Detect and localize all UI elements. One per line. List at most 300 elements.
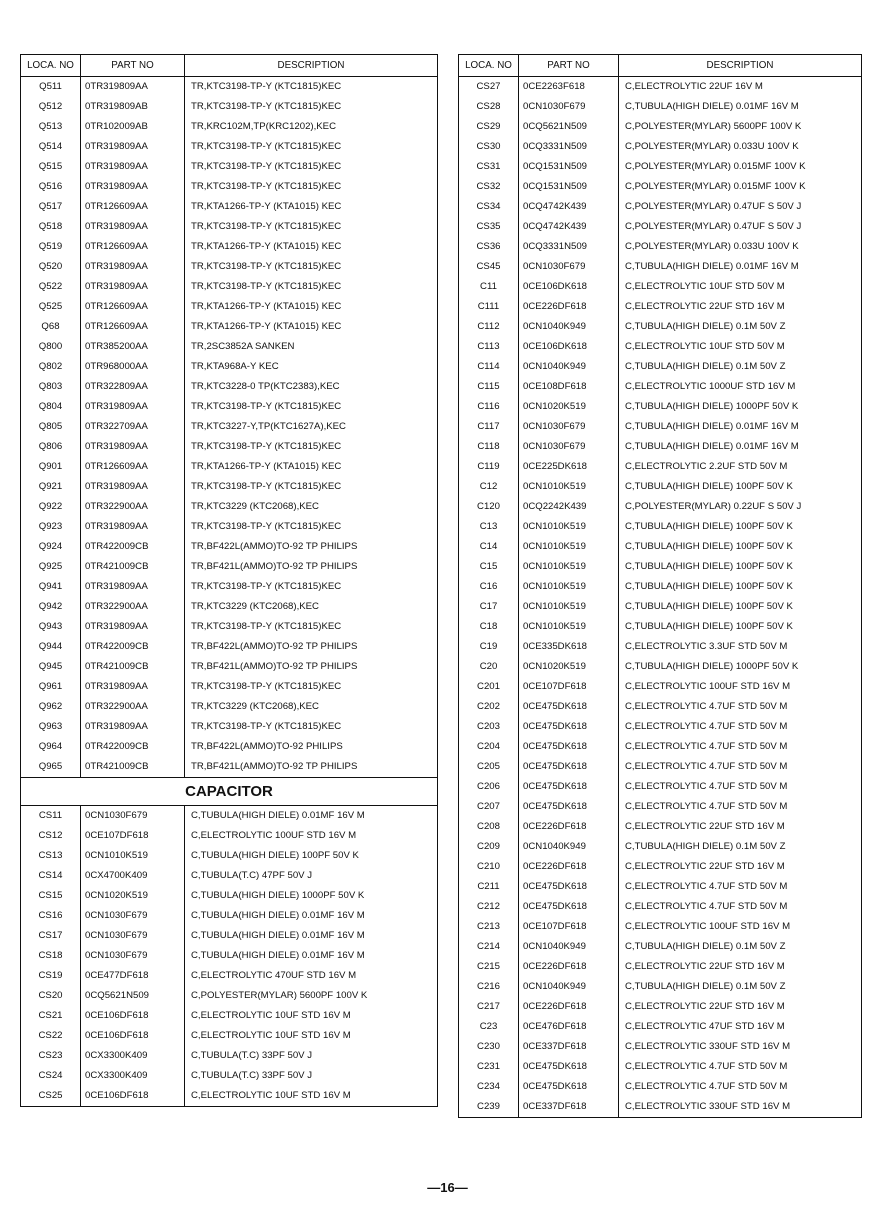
loca-no-cell: C216 (459, 977, 519, 997)
table-row (459, 937, 862, 957)
description-cell: C,POLYESTER(MYLAR) 5600PF 100V K (619, 117, 862, 137)
loca-no-cell: C118 (459, 437, 519, 457)
loca-no-cell: Q800 (21, 337, 81, 357)
table-row (21, 117, 438, 137)
loca-no-cell: C208 (459, 817, 519, 837)
table-row (459, 457, 862, 477)
loca-no-cell: Q68 (21, 317, 81, 337)
loca-no-cell: CS24 (21, 1066, 81, 1086)
description-cell: C,ELECTROLYTIC 470UF STD 16V M (185, 966, 438, 986)
table-row (459, 817, 862, 837)
loca-no-cell: Q520 (21, 257, 81, 277)
loca-no-cell: Q922 (21, 497, 81, 517)
table-row (21, 177, 438, 197)
loca-no-cell: C214 (459, 937, 519, 957)
table-row (21, 1086, 438, 1107)
part-no-cell: 0CQ3331N509 (519, 237, 619, 257)
loca-no-cell: CS19 (21, 966, 81, 986)
part-no-cell: 0TR322900AA (81, 697, 185, 717)
part-no-cell: 0CE475DK618 (519, 1057, 619, 1077)
loca-no-cell: C114 (459, 357, 519, 377)
table-row (459, 397, 862, 417)
description-cell: C,ELECTROLYTIC 4.7UF STD 50V M (619, 897, 862, 917)
part-no-cell: 0TR422009CB (81, 637, 185, 657)
part-no-cell: 0TR319809AA (81, 517, 185, 537)
table-row (21, 277, 438, 297)
part-no-cell: 0CE475DK618 (519, 697, 619, 717)
description-cell: C,ELECTROLYTIC 330UF STD 16V M (619, 1037, 862, 1057)
table-row (459, 877, 862, 897)
part-no-cell: 0CE226DF618 (519, 957, 619, 977)
part-no-cell: 0CE226DF618 (519, 297, 619, 317)
loca-no-cell: Q945 (21, 657, 81, 677)
part-no-cell: 0CE107DF618 (81, 826, 185, 846)
loca-no-cell: CS34 (459, 197, 519, 217)
table-row (21, 1026, 438, 1046)
part-no-cell: 0TR319809AA (81, 137, 185, 157)
table-row (21, 337, 438, 357)
table-row (459, 117, 862, 137)
part-no-cell: 0TR322900AA (81, 597, 185, 617)
part-no-cell: 0TR319809AA (81, 257, 185, 277)
part-no-cell: 0CE226DF618 (519, 997, 619, 1017)
description-cell: C,ELECTROLYTIC 10UF STD 16V M (185, 1006, 438, 1026)
table-row (459, 1097, 862, 1118)
table-row (21, 237, 438, 257)
loca-no-cell: Q943 (21, 617, 81, 637)
part-no-cell: 0TR126609AA (81, 197, 185, 217)
part-no-cell: 0CE106DF618 (81, 1026, 185, 1046)
left-parts-table (20, 54, 438, 1107)
loca-no-cell: C17 (459, 597, 519, 617)
loca-no-cell: CS29 (459, 117, 519, 137)
loca-no-cell: CS15 (21, 886, 81, 906)
header-description: DESCRIPTION (619, 55, 862, 77)
loca-no-cell: CS13 (21, 846, 81, 866)
table-row (459, 637, 862, 657)
table-row (459, 837, 862, 857)
loca-no-cell: CS16 (21, 906, 81, 926)
table-row (21, 757, 438, 778)
loca-no-cell: C119 (459, 457, 519, 477)
loca-no-cell: C239 (459, 1097, 519, 1118)
description-cell: TR,KTA968A-Y KEC (185, 357, 438, 377)
description-cell: TR,KTC3198-TP-Y (KTC1815)KEC (185, 257, 438, 277)
part-no-cell: 0TR126609AA (81, 237, 185, 257)
table-row (459, 217, 862, 237)
table-row (459, 597, 862, 617)
description-cell: C,ELECTROLYTIC 22UF STD 16V M (619, 857, 862, 877)
description-cell: C,TUBULA(T.C) 33PF 50V J (185, 1066, 438, 1086)
loca-no-cell: Q964 (21, 737, 81, 757)
table-row (459, 417, 862, 437)
table-row (21, 826, 438, 846)
description-cell: C,TUBULA(HIGH DIELE) 0.1M 50V Z (619, 837, 862, 857)
table-row (21, 1006, 438, 1026)
table-row (21, 197, 438, 217)
part-no-cell: 0CE476DF618 (519, 1017, 619, 1037)
table-row (21, 806, 438, 827)
part-no-cell: 0TR322900AA (81, 497, 185, 517)
table-row (21, 497, 438, 517)
loca-no-cell: C231 (459, 1057, 519, 1077)
description-cell: C,TUBULA(T.C) 47PF 50V J (185, 866, 438, 886)
part-no-cell: 0CN1030F679 (81, 906, 185, 926)
description-cell: TR,KTA1266-TP-Y (KTA1015) KEC (185, 317, 438, 337)
part-no-cell: 0TR422009CB (81, 537, 185, 557)
table-row (459, 297, 862, 317)
part-no-cell: 0TR319809AA (81, 157, 185, 177)
table-row (459, 897, 862, 917)
loca-no-cell: Q963 (21, 717, 81, 737)
loca-no-cell: C201 (459, 677, 519, 697)
part-no-cell: 0TR319809AA (81, 217, 185, 237)
part-no-cell: 0CE106DF618 (81, 1086, 185, 1107)
table-row (21, 537, 438, 557)
loca-no-cell: Q517 (21, 197, 81, 217)
part-no-cell: 0CN1010K519 (519, 617, 619, 637)
loca-no-cell: C115 (459, 377, 519, 397)
description-cell: TR,KTC3227-Y,TP(KTC1627A),KEC (185, 417, 438, 437)
loca-no-cell: Q522 (21, 277, 81, 297)
loca-no-cell: Q924 (21, 537, 81, 557)
loca-no-cell: Q942 (21, 597, 81, 617)
table-row (21, 717, 438, 737)
table-row (459, 997, 862, 1017)
loca-no-cell: CS20 (21, 986, 81, 1006)
table-row (459, 957, 862, 977)
part-no-cell: 0CE475DK618 (519, 737, 619, 757)
loca-no-cell: C16 (459, 577, 519, 597)
part-no-cell: 0TR385200AA (81, 337, 185, 357)
part-no-cell: 0CE108DF618 (519, 377, 619, 397)
table-row (459, 77, 862, 98)
part-no-cell: 0TR319809AA (81, 477, 185, 497)
description-cell: C,ELECTROLYTIC 22UF STD 16V M (619, 297, 862, 317)
loca-no-cell: C111 (459, 297, 519, 317)
description-cell: C,TUBULA(HIGH DIELE) 0.01MF 16V M (619, 97, 862, 117)
table-header-row (21, 55, 438, 77)
loca-no-cell: CS17 (21, 926, 81, 946)
table-row (459, 317, 862, 337)
part-no-cell: 0CX3300K409 (81, 1066, 185, 1086)
part-no-cell: 0TR322809AA (81, 377, 185, 397)
part-no-cell: 0CE106DF618 (81, 1006, 185, 1026)
description-cell: TR,BF422L(AMMO)TO-92 TP PHILIPS (185, 637, 438, 657)
description-cell: TR,KTC3198-TP-Y (KTC1815)KEC (185, 477, 438, 497)
table-row (459, 1017, 862, 1037)
description-cell: C,ELECTROLYTIC 2.2UF STD 50V M (619, 457, 862, 477)
table-row (21, 866, 438, 886)
description-cell: C,TUBULA(HIGH DIELE) 0.1M 50V Z (619, 937, 862, 957)
loca-no-cell: C116 (459, 397, 519, 417)
table-row (21, 217, 438, 237)
description-cell: C,TUBULA(HIGH DIELE) 100PF 50V K (619, 577, 862, 597)
description-cell: TR,KTC3198-TP-Y (KTC1815)KEC (185, 137, 438, 157)
table-row (21, 137, 438, 157)
page-number: —16— (427, 1180, 468, 1195)
part-no-cell: 0CE107DF618 (519, 917, 619, 937)
table-row (21, 457, 438, 477)
description-cell: TR,KTC3198-TP-Y (KTC1815)KEC (185, 217, 438, 237)
description-cell: TR,KTA1266-TP-Y (KTA1015) KEC (185, 457, 438, 477)
loca-no-cell: C207 (459, 797, 519, 817)
loca-no-cell: CS27 (459, 77, 519, 98)
table-row (459, 737, 862, 757)
description-cell: C,POLYESTER(MYLAR) 0.033U 100V K (619, 237, 862, 257)
loca-no-cell: C206 (459, 777, 519, 797)
part-no-cell: 0CN1020K519 (81, 886, 185, 906)
description-cell: C,ELECTROLYTIC 4.7UF STD 50V M (619, 737, 862, 757)
part-no-cell: 0CE106DK618 (519, 277, 619, 297)
description-cell: C,POLYESTER(MYLAR) 0.015MF 100V K (619, 157, 862, 177)
part-no-cell: 0CE335DK618 (519, 637, 619, 657)
loca-no-cell: C117 (459, 417, 519, 437)
description-cell: C,ELECTROLYTIC 4.7UF STD 50V M (619, 697, 862, 717)
description-cell: C,TUBULA(HIGH DIELE) 0.01MF 16V M (185, 806, 438, 827)
part-no-cell: 0CN1010K519 (81, 846, 185, 866)
part-no-cell: 0CN1030F679 (81, 926, 185, 946)
part-no-cell: 0CN1010K519 (519, 577, 619, 597)
loca-no-cell: C210 (459, 857, 519, 877)
loca-no-cell: CS14 (21, 866, 81, 886)
description-cell: C,TUBULA(HIGH DIELE) 100PF 50V K (619, 477, 862, 497)
loca-no-cell: Q962 (21, 697, 81, 717)
table-row (459, 97, 862, 117)
part-no-cell: 0TR421009CB (81, 757, 185, 778)
description-cell: C,TUBULA(HIGH DIELE) 0.01MF 16V M (619, 437, 862, 457)
table-row (21, 557, 438, 577)
description-cell: C,POLYESTER(MYLAR) 0.033U 100V K (619, 137, 862, 157)
loca-no-cell: CS12 (21, 826, 81, 846)
table-row (21, 597, 438, 617)
table-row (21, 986, 438, 1006)
table-row (21, 657, 438, 677)
description-cell: C,TUBULA(HIGH DIELE) 0.01MF 16V M (619, 257, 862, 277)
part-no-cell: 0CQ4742K439 (519, 217, 619, 237)
part-no-cell: 0TR319809AB (81, 97, 185, 117)
loca-no-cell: C213 (459, 917, 519, 937)
description-cell: C,ELECTROLYTIC 22UF STD 16V M (619, 817, 862, 837)
table-row (21, 926, 438, 946)
table-row (459, 857, 862, 877)
loca-no-cell: C230 (459, 1037, 519, 1057)
description-cell: C,ELECTROLYTIC 4.7UF STD 50V M (619, 1077, 862, 1097)
table-row (459, 357, 862, 377)
table-row (21, 297, 438, 317)
description-cell: TR,KTC3198-TP-Y (KTC1815)KEC (185, 77, 438, 98)
description-cell: C,ELECTROLYTIC 3.3UF STD 50V M (619, 637, 862, 657)
description-cell: TR,KTC3198-TP-Y (KTC1815)KEC (185, 177, 438, 197)
loca-no-cell: C113 (459, 337, 519, 357)
description-cell: C,TUBULA(HIGH DIELE) 1000PF 50V K (619, 397, 862, 417)
part-no-cell: 0CQ5621N509 (81, 986, 185, 1006)
loca-no-cell: Q515 (21, 157, 81, 177)
part-no-cell: 0CN1040K949 (519, 937, 619, 957)
table-row (459, 157, 862, 177)
part-no-cell: 0TR319809AA (81, 677, 185, 697)
part-no-cell: 0CN1040K949 (519, 317, 619, 337)
part-no-cell: 0CX3300K409 (81, 1046, 185, 1066)
loca-no-cell: CS11 (21, 806, 81, 827)
loca-no-cell: CS18 (21, 946, 81, 966)
loca-no-cell: C19 (459, 637, 519, 657)
description-cell: C,TUBULA(T.C) 33PF 50V J (185, 1046, 438, 1066)
description-cell: C,ELECTROLYTIC 22UF 16V M (619, 77, 862, 98)
header-loca-no: LOCA. NO (459, 55, 519, 77)
description-cell: TR,KTC3198-TP-Y (KTC1815)KEC (185, 717, 438, 737)
part-no-cell: 0CN1010K519 (519, 517, 619, 537)
part-no-cell: 0CN1030F679 (519, 257, 619, 277)
loca-no-cell: C112 (459, 317, 519, 337)
description-cell: C,TUBULA(HIGH DIELE) 0.01MF 16V M (185, 946, 438, 966)
table-row (21, 357, 438, 377)
loca-no-cell: Q944 (21, 637, 81, 657)
description-cell: TR,BF422L(AMMO)TO-92 TP PHILIPS (185, 537, 438, 557)
table-row (459, 717, 862, 737)
description-cell: C,TUBULA(HIGH DIELE) 0.01MF 16V M (185, 926, 438, 946)
header-loca-no: LOCA. NO (21, 55, 81, 77)
part-no-cell: 0CE475DK618 (519, 777, 619, 797)
header-description: DESCRIPTION (185, 55, 438, 77)
part-no-cell: 0CQ4742K439 (519, 197, 619, 217)
part-no-cell: 0CQ2242K439 (519, 497, 619, 517)
table-row (459, 777, 862, 797)
part-no-cell: 0TR102009AB (81, 117, 185, 137)
loca-no-cell: C202 (459, 697, 519, 717)
description-cell: TR,KTA1266-TP-Y (KTA1015) KEC (185, 297, 438, 317)
loca-no-cell: C234 (459, 1077, 519, 1097)
loca-no-cell: C212 (459, 897, 519, 917)
description-cell: C,ELECTROLYTIC 47UF STD 16V M (619, 1017, 862, 1037)
part-no-cell: 0CN1010K519 (519, 537, 619, 557)
part-no-cell: 0CE475DK618 (519, 717, 619, 737)
description-cell: C,ELECTROLYTIC 100UF STD 16V M (619, 917, 862, 937)
table-row (21, 966, 438, 986)
table-row (21, 946, 438, 966)
description-cell: C,ELECTROLYTIC 22UF STD 16V M (619, 997, 862, 1017)
description-cell: TR,KTC3198-TP-Y (KTC1815)KEC (185, 677, 438, 697)
description-cell: C,TUBULA(HIGH DIELE) 0.01MF 16V M (185, 906, 438, 926)
part-no-cell: 0CN1030F679 (81, 946, 185, 966)
table-row (459, 577, 862, 597)
description-cell: C,ELECTROLYTIC 4.7UF STD 50V M (619, 757, 862, 777)
description-cell: C,TUBULA(HIGH DIELE) 100PF 50V K (619, 557, 862, 577)
loca-no-cell: Q941 (21, 577, 81, 597)
loca-no-cell: C120 (459, 497, 519, 517)
description-cell: TR,2SC3852A SANKEN (185, 337, 438, 357)
loca-no-cell: Q512 (21, 97, 81, 117)
part-no-cell: 0CN1010K519 (519, 597, 619, 617)
description-cell: C,TUBULA(HIGH DIELE) 100PF 50V K (619, 597, 862, 617)
table-row (21, 97, 438, 117)
loca-no-cell: C11 (459, 277, 519, 297)
part-no-cell: 0CN1040K949 (519, 837, 619, 857)
part-no-cell: 0CE475DK618 (519, 757, 619, 777)
part-no-cell: 0CQ1531N509 (519, 157, 619, 177)
table-row (459, 1037, 862, 1057)
description-cell: TR,KTC3229 (KTC2068),KEC (185, 497, 438, 517)
description-cell: C,POLYESTER(MYLAR) 0.015MF 100V K (619, 177, 862, 197)
description-cell: TR,KTC3198-TP-Y (KTC1815)KEC (185, 97, 438, 117)
table-row (21, 906, 438, 926)
description-cell: C,ELECTROLYTIC 1000UF STD 16V M (619, 377, 862, 397)
table-row (459, 257, 862, 277)
loca-no-cell: Q806 (21, 437, 81, 457)
description-cell: C,ELECTROLYTIC 22UF STD 16V M (619, 957, 862, 977)
description-cell: C,ELECTROLYTIC 4.7UF STD 50V M (619, 877, 862, 897)
part-no-cell: 0TR319809AA (81, 717, 185, 737)
part-no-cell: 0CE475DK618 (519, 897, 619, 917)
table-row (21, 377, 438, 397)
loca-no-cell: C217 (459, 997, 519, 1017)
loca-no-cell: CS31 (459, 157, 519, 177)
loca-no-cell: C215 (459, 957, 519, 977)
table-row (459, 557, 862, 577)
loca-no-cell: Q518 (21, 217, 81, 237)
part-no-cell: 0TR319809AA (81, 437, 185, 457)
table-row (459, 697, 862, 717)
table-row (459, 917, 862, 937)
table-row (21, 697, 438, 717)
part-no-cell: 0CE225DK618 (519, 457, 619, 477)
table-row (21, 1046, 438, 1066)
table-row (459, 677, 862, 697)
description-cell: TR,KTC3198-TP-Y (KTC1815)KEC (185, 617, 438, 637)
table-row (459, 657, 862, 677)
table-row (459, 1057, 862, 1077)
loca-no-cell: Q961 (21, 677, 81, 697)
description-cell: C,TUBULA(HIGH DIELE) 1000PF 50V K (619, 657, 862, 677)
loca-no-cell: Q901 (21, 457, 81, 477)
loca-no-cell: CS23 (21, 1046, 81, 1066)
table-row (459, 237, 862, 257)
loca-no-cell: Q965 (21, 757, 81, 778)
description-cell: TR,KTC3229 (KTC2068),KEC (185, 597, 438, 617)
loca-no-cell: C205 (459, 757, 519, 777)
loca-no-cell: C18 (459, 617, 519, 637)
part-no-cell: 0CE475DK618 (519, 877, 619, 897)
description-cell: C,ELECTROLYTIC 4.7UF STD 50V M (619, 1057, 862, 1077)
part-no-cell: 0CQ5621N509 (519, 117, 619, 137)
loca-no-cell: CS45 (459, 257, 519, 277)
table-row (21, 637, 438, 657)
description-cell: TR,KTC3198-TP-Y (KTC1815)KEC (185, 517, 438, 537)
table-row (21, 846, 438, 866)
table-row (459, 537, 862, 557)
part-no-cell: 0CE2263F618 (519, 77, 619, 98)
description-cell: C,POLYESTER(MYLAR) 5600PF 100V K (185, 986, 438, 1006)
loca-no-cell: CS36 (459, 237, 519, 257)
table-row (21, 397, 438, 417)
description-cell: TR,KTC3198-TP-Y (KTC1815)KEC (185, 437, 438, 457)
header-part-no: PART NO (519, 55, 619, 77)
table-row (459, 517, 862, 537)
table-row (459, 797, 862, 817)
table-row (459, 337, 862, 357)
loca-no-cell: C209 (459, 837, 519, 857)
loca-no-cell: C12 (459, 477, 519, 497)
table-row (21, 257, 438, 277)
table-row (459, 197, 862, 217)
part-no-cell: 0TR319809AA (81, 177, 185, 197)
table-row (459, 977, 862, 997)
table-row (21, 1066, 438, 1086)
description-cell: C,TUBULA(HIGH DIELE) 0.1M 50V Z (619, 357, 862, 377)
part-no-cell: 0TR319809AA (81, 77, 185, 98)
description-cell: C,TUBULA(HIGH DIELE) 1000PF 50V K (185, 886, 438, 906)
table-row (459, 277, 862, 297)
